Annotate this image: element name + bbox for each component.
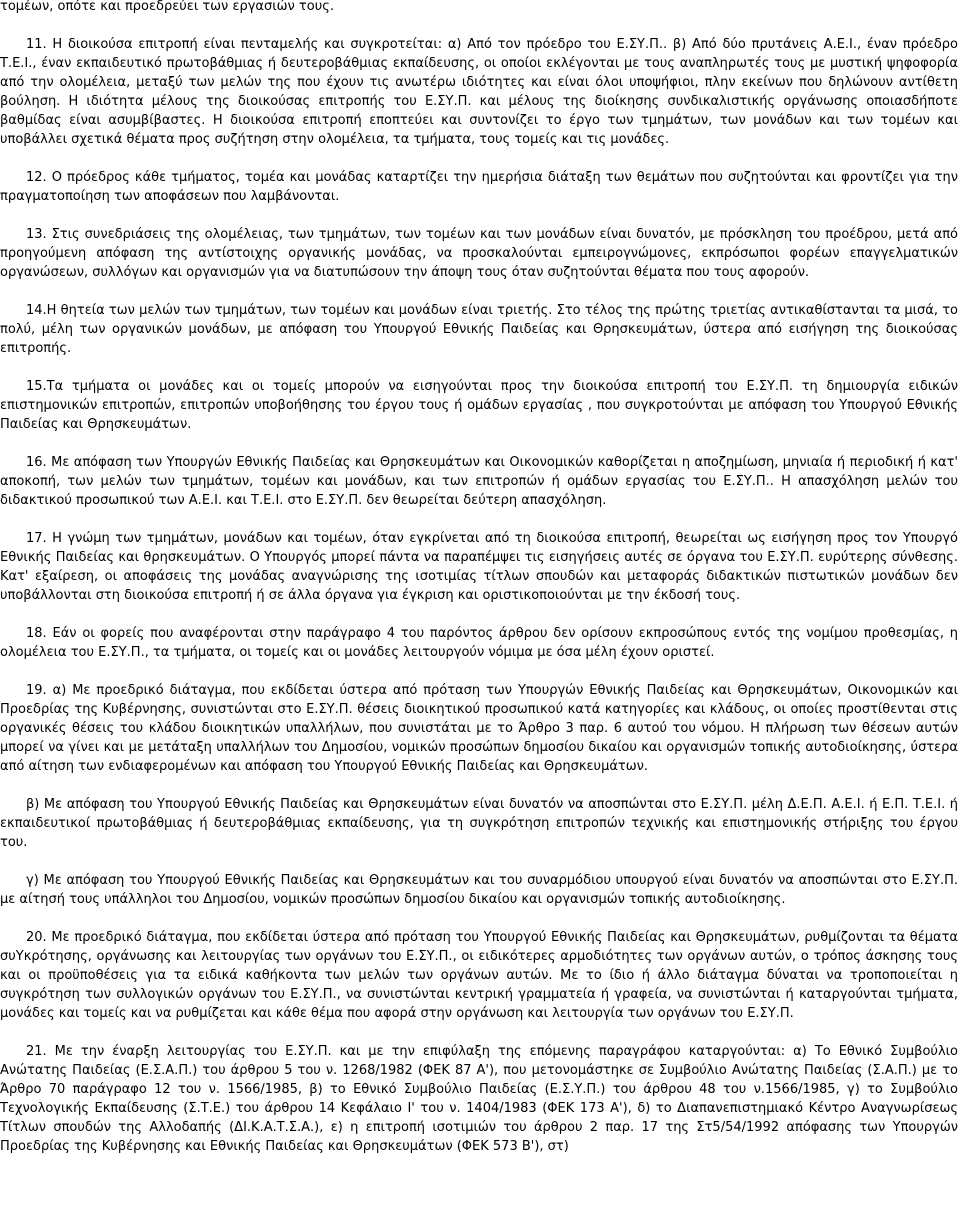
paragraph-19a: 19. α) Με προεδρικό διάταγμα, που εκδίδεται ύστερα από πρόταση των Υπουργών Εθνικής Παιδείας και Θρησκευμάτων, Οικονομικών και Προεδρίας της Κυβέρνησης, συνιστώνται στο Ε.ΣΥ.Π. θέσεις διοικητικού προσωπικού κατά κατηγορίες και κλάδους, οι οποίες προστίθενται στις οργανικές θέσεις του κλάδου διοικητικών υπαλλήλων, που συνιστάται με το Άρθρο 3 παρ. 6 αυτού του νόμου. Η πλήρωση των θέσεων αυτών μπορεί να γίνει και με μετάταξη υπαλλήλων του Δημοσίου, νομικών προσώπων δημοσίου δικαίου και οργανισμών τοπικής αυτοδιοίκησης, ύστερα από αίτηση των ενδιαφερομένων και απόφαση του Υπουργού Εθνικής Παιδείας και Θρησκευμάτων. — [0, 683, 958, 774]
paragraph-continuation: τομέων, οπότε και προεδρεύει των εργασιών τους. — [0, 0, 334, 14]
paragraph-16: 16. Με απόφαση των Υπουργών Εθνικής Παιδείας και Θρησκευμάτων και Οικονομικών καθορίζεται η αποζημίωση, μηνιαία ή περιοδική ή κατ' αποκοπή, των μελών των τμημάτων, τομέων και μονάδων, και των επιτροπών ή ομάδων εργασίας του Ε.ΣΥ.Π.. Η απασχόληση μελών του διδακτικού προσωπικού των Α.Ε.Ι. και Τ.Ε.Ι. στο Ε.ΣΥ.Π. δεν θεωρείται δεύτερη απασχόληση. — [0, 455, 958, 508]
paragraph-11: 11. Η διοικούσα επιτροπή είναι πενταμελής και συγκροτείται: α) Από τον πρόεδρο του Ε.ΣΥ.Π.. β) Από δύο πρυτάνεις Α.Ε.Ι., έναν πρόεδρο Τ.Ε.Ι., έναν εκπαιδευτικό πρωτοβάθμιας ή δευτεροβάθμιας εκπαίδευσης, οι οποίοι εκλέγονται με τους αναπληρωτές τους με μυστική ψηφοφορία από την ολομέλεια, μεταξύ των μελών της που έχουν τις ανωτέρω ιδιότητες και είναι όλοι υποψήφιοι, πλην εκείνων που δηλώνουν αντίθετη βούληση. Η ιδιότητα μέλους της διοικούσας επιτροπής του Ε.ΣΥ.Π. και μέλους της διοίκησης συνδικαλιστικής οργάνωσης οποιασδήποτε βαθμίδας είναι ασυμβίβαστες. Η διοικούσα επιτροπή εποπτεύει και συντονίζει το έργο των τμημάτων, των μονάδων και των τομέων και υποβάλλει σχετικά θέματα προς συζήτηση στην ολομέλεια, τα τμήματα, τους τομείς και τις μονάδες. — [0, 37, 958, 147]
paragraph-20: 20. Με προεδρικό διάταγμα, που εκδίδεται ύστερα από πρόταση του Υπουργού Εθνικής Παιδείας και Θρησκευμάτων, ρυθμίζονται τα θέματα συΥκρότησης, οργάνωσης και λειτουργίας των οργάνων του Ε.ΣΥ.Π., οι ειδικότερες αρμοδιότητες των οργάνων αυτών, ο τρόπος άσκησης τους και οι προϋποθέσεις για τα ειδικά καθήκοντα των μελών των οργάνων αυτών. Με το ίδιο ή άλλο διάταγμα δύναται να τροποποιείται η συγκρότηση των συλλογικών οργάνων του Ε.ΣΥ.Π., να συνιστώνται κεντρική γραμματεία ή γραφεία, να συνιστώνται ή καταργούνται τμήματα, μονάδες και τομείς και να ρυθμίζεται και κάθε θέμα που αφορά στην οργάνωση και λειτουργία των οργάνων του Ε.ΣΥ.Π. — [0, 930, 958, 1021]
paragraph-19b: β) Με απόφαση του Υπουργού Εθνικής Παιδείας και Θρησκευμάτων είναι δυνατόν να αποσπώνται στο Ε.ΣΥ.Π. μέλη Δ.Ε.Π. Α.Ε.Ι. ή Ε.Π. Τ.Ε.Ι. ή εκπαιδευτικοί πρωτοβάθμιας ή δευτεροβάθμιας εκπαίδευσης, για τη συγκρότηση επιτροπών τεχνικής και επιστημονικής στήριξης του έργου του. — [0, 797, 958, 850]
paragraph-19c: γ) Με απόφαση του Υπουργού Εθνικής Παιδείας και Θρησκευμάτων και του συναρμόδιου υπουργού είναι δυνατόν να αποσπώνται στο Ε.ΣΥ.Π. με αίτησή τους υπάλληλοι του Δημοσίου, νομικών προσώπων δημοσίου δικαίου και οργανισμών τοπικής αυτοδιοίκησης. — [0, 873, 958, 907]
paragraph-18: 18. Εάν οι φορείς που αναφέρονται στην παράγραφο 4 του παρόντος άρθρου δεν ορίσουν εκπροσώπους εντός της νομίμου προθεσμίας, η ολομέλεια του Ε.ΣΥ.Π., τα τμήματα, οι τομείς και οι μονάδες λειτουργούν νόμιμα με όσα μέλη έχουν οριστεί. — [0, 626, 958, 660]
paragraph-15: 15.Τα τμήματα οι μονάδες και οι τομείς μπορούν να εισηγούνται προς την διοικούσα επιτροπή του Ε.ΣΥ.Π. τη δημιουργία ειδικών επιστημονικών επιτροπών, επιτροπών υποβοήθησης του έργου τους ή ομάδων εργασίας , που συγκροτούνται με απόφαση του Υπουργού Εθνικής Παιδείας και Θρησκευμάτων. — [0, 379, 958, 432]
paragraph-13: 13. Στις συνεδριάσεις της ολομέλειας, των τμημάτων, των τομέων και των μονάδων είναι δυνατόν, με πρόσκληση του προέδρου, μετά από προηγούμενη απόφαση της αντίστοιχης οργανικής μονάδας, να προσκαλούνται εμπειρογνώμονες, εκπρόσωποι φορέων επαγγελματικών οργανώσεων, συλλόγων και οργανισμών για να διατυπώσουν την άποψη τους όταν συζητούνται θέματα που τους αφορούν. — [0, 227, 958, 280]
paragraph-17: 17. Η γνώμη των τμημάτων, μονάδων και τομέων, όταν εγκρίνεται από τη διοικούσα επιτροπή, θεωρείται ως εισήγηση προς τον Υπουργό Εθνικής Παιδείας και θρησκευμάτων. Ο Υπουργός μπορεί πάντα να παραπέμψει τις εισηγήσεις αυτές σε όργανα του Ε.ΣΥ.Π. ευρύτερης σύνθεσης. Κατ' εξαίρεση, οι αποφάσεις της μονάδας αναγνώρισης της ισοτιμίας τίτλων σπουδών και μεταφοράς διδακτικών πιστωτικών μονάδων δεν υποβάλλονται στη διοικούσα επιτροπή ή σε άλλα όργανα για έγκριση και οριστικοποιούνται με την έκδοσή τους. — [0, 531, 958, 603]
paragraph-12: 12. Ο πρόεδρος κάθε τμήματος, τομέα και μονάδας καταρτίζει την ημερήσια διάταξη των θεμάτων που συζητούνται και φροντίζει για την πραγματοποίηση των αποφάσεων που λαμβάνονται. — [0, 170, 958, 204]
paragraph-21: 21. Με την έναρξη λειτουργίας του Ε.ΣΥ.Π. και με την επιφύλαξη της επόμενης παραγράφου καταργούνται: α) Το Εθνικό Συμβούλιο Ανώτατης Παιδείας (Ε.Σ.Α.Π.) του άρθρου 5 του ν. 1268/1982 (ΦΕΚ 87 Α'), που μετονομάστηκε σε Συμβούλιο Ανώτατης Παιδείας (Σ.Α.Π.) με το Άρθρο 70 παράγραφο 12 του ν. 1566/1985, β) το Εθνικό Συμβούλιο Παιδείας (Ε.Σ.Υ.Π.) του άρθρου 48 του ν.1566/1985, γ) το Συμβούλιο Τεχνολογικής Εκπαίδευσης (Σ.Τ.Ε.) του άρθρου 14 Κεφάλαιο Ι' του ν. 1404/1983 (ΦΕΚ 173 Α'), δ) το Διαπανεπιστημιακό Κέντρο Αναγνωρίσεως Τίτλων σπουδών της Αλλοδαπής (ΔΙ.Κ.Α.Τ.Σ.Α.), ε) η επιτροπή ισοτιμιών του άρθρου 2 παρ. 17 της Στ5/54/1992 απόφασης των Υπουργών Προεδρίας της Κυβέρνησης και Εθνικής Παιδείας και Θρησκευμάτων (ΦΕΚ 573 Β'), στ) — [0, 1044, 958, 1154]
paragraph-14: 14.Η θητεία των μελών των τμημάτων, των τομέων και μονάδων είναι τριετής. Στο τέλος της πρώτης τριετίας αντικαθίστανται τα μισά, το πολύ, μέλη των οργανικών μονάδων, με απόφαση του Υπουργού Εθνικής Παιδείας και Θρησκευμάτων, ύστερα από εισήγηση της διοικούσας επιτροπής. — [0, 303, 958, 356]
